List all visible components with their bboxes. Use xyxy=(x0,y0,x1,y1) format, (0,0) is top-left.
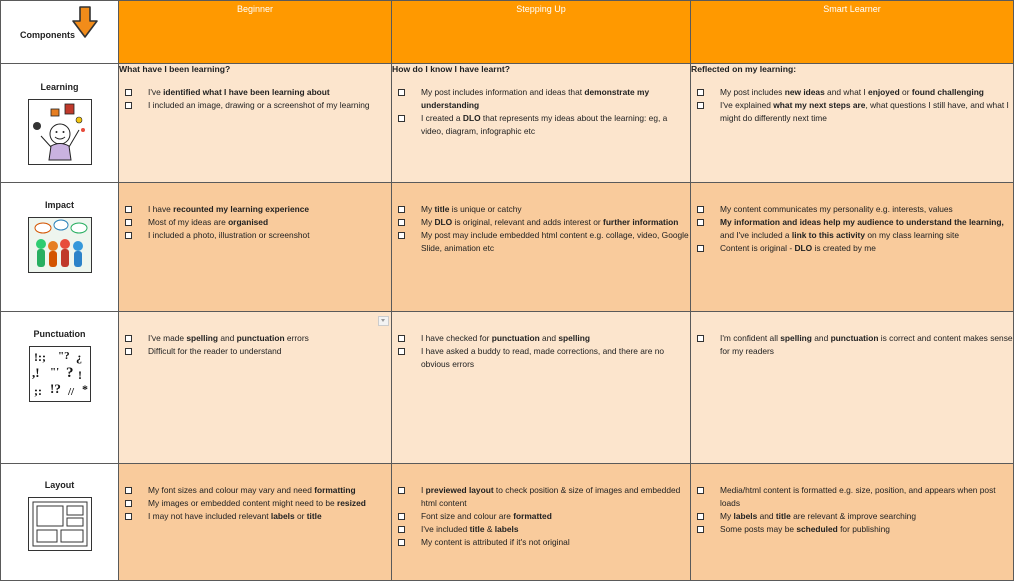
cell-layout-beginner xyxy=(119,464,392,581)
cell-learning-stepping-up xyxy=(392,64,691,183)
item-text: I've explained xyxy=(720,100,774,110)
cell-learning-beginner xyxy=(119,64,392,183)
item-text: My xyxy=(421,204,435,214)
component-name: Learning xyxy=(40,82,79,92)
emphasis-text: spelling xyxy=(780,333,812,343)
item-text: Media/html content is formatted e.g. size, position, and appears when post loads xyxy=(720,485,996,508)
component-cell-layout xyxy=(1,464,119,581)
item-text: I included an image, drawing or a screenshot of my learning xyxy=(148,100,370,110)
cell-punctuation-stepping-up xyxy=(392,312,691,464)
cell-impact-stepping-up xyxy=(392,183,691,312)
item-text: and xyxy=(539,333,559,343)
item-text: I included a photo, illustration or screenshot xyxy=(148,230,310,240)
item-text: My font sizes and colour may vary and need xyxy=(148,485,315,495)
item-text: is unique or catchy xyxy=(449,204,522,214)
emphasis-text: labels xyxy=(733,511,758,521)
checklist-item xyxy=(398,112,690,138)
item-text: or xyxy=(294,511,307,521)
cell-intro: Reflected on my learning: xyxy=(691,64,797,74)
item-text: I may not have included relevant xyxy=(148,511,271,521)
item-text: or xyxy=(899,87,912,97)
item-text: on my class learning site xyxy=(865,230,960,240)
punctuation-illustration xyxy=(29,346,91,402)
components-header xyxy=(1,1,119,64)
item-text: is original, relevant and adds interest or xyxy=(452,217,604,227)
emphasis-text: identified what I have been learning about xyxy=(163,87,330,97)
emphasis-text: punctuation xyxy=(491,333,540,343)
cell-intro: How do I know I have learnt? xyxy=(392,64,510,74)
item-text: Font size and colour are xyxy=(421,511,514,521)
emphasis-text: My information and ideas help my audience to understand the learning, xyxy=(720,217,1004,227)
checklist-item xyxy=(697,523,1013,536)
checklist xyxy=(392,203,690,255)
checklist xyxy=(119,332,391,358)
row-layout xyxy=(1,464,1014,581)
checklist-item xyxy=(125,86,391,99)
item-text: Some posts may be xyxy=(720,524,797,534)
cell-punctuation-smart-learner xyxy=(691,312,1014,464)
item-text: My post may include embedded html content e.g. collage, video, Google Slide, animation etc xyxy=(421,230,689,253)
svg-text:*: * xyxy=(81,382,88,396)
emphasis-text: title xyxy=(469,524,485,534)
dropdown-arrow-icon[interactable] xyxy=(378,316,389,326)
checklist-item xyxy=(125,99,391,112)
checklist-item xyxy=(125,510,391,523)
checklist-item xyxy=(398,332,690,345)
emphasis-text: spelling xyxy=(558,333,590,343)
emphasis-text: DLO xyxy=(794,243,813,253)
checklist-item xyxy=(398,216,690,229)
checklist-item xyxy=(398,484,690,510)
svg-text:,!: ,! xyxy=(31,365,40,380)
checklist-item xyxy=(398,203,690,216)
item-text: , what questions I still have, and what I might do differently next time xyxy=(720,100,1009,123)
checklist-item xyxy=(125,216,391,229)
header-row xyxy=(1,1,1014,64)
svg-text://: // xyxy=(67,386,74,398)
checklist xyxy=(119,203,391,242)
checklist-item xyxy=(125,203,391,216)
item-text: I xyxy=(421,485,426,495)
svg-text:"': "' xyxy=(49,366,59,378)
item-text: that represents my ideas about the learning: eg, a video, diagram, infographic etc xyxy=(421,113,668,136)
checklist xyxy=(392,86,690,138)
item-text: errors xyxy=(284,333,309,343)
emphasis-text: found challenging xyxy=(911,87,984,97)
emphasis-text: DLO xyxy=(434,217,453,227)
component-cell-impact xyxy=(1,183,119,312)
checklist xyxy=(392,484,690,549)
cell-layout-stepping-up xyxy=(392,464,691,581)
item-text: My content is attributed if it's not original xyxy=(421,537,570,547)
emphasis-text: enjoyed xyxy=(868,87,900,97)
component-name: Layout xyxy=(44,480,75,490)
level-header-beginner: Beginner xyxy=(119,1,392,64)
checklist-item xyxy=(398,229,690,255)
checklist-item xyxy=(697,484,1013,510)
item-text: Difficult for the reader to understand xyxy=(148,346,282,356)
emphasis-text: recounted my learning experience xyxy=(173,204,310,214)
svg-text:?: ? xyxy=(65,365,73,381)
emphasis-text: scheduled xyxy=(796,524,838,534)
item-text: & xyxy=(484,524,495,534)
item-text: I created a xyxy=(421,113,463,123)
item-text: My images or embedded content might need to be xyxy=(148,498,338,508)
component-cell-learning xyxy=(1,64,119,183)
svg-text:;:: ;: xyxy=(33,384,42,398)
impact-illustration xyxy=(28,217,92,273)
item-text: I've included xyxy=(421,524,470,534)
item-text: My post includes xyxy=(720,87,785,97)
item-text: and I've included a xyxy=(720,230,792,240)
item-text: I've made xyxy=(148,333,187,343)
emphasis-text: demonstrate my understanding xyxy=(421,87,650,110)
level-header-stepping-up: Stepping Up xyxy=(392,1,691,64)
cell-impact-smart-learner xyxy=(691,183,1014,312)
emphasis-text: labels xyxy=(270,511,295,521)
item-text: and xyxy=(757,511,776,521)
emphasis-text: title xyxy=(306,511,322,521)
row-impact xyxy=(1,183,1014,312)
checklist-item xyxy=(697,86,1013,99)
emphasis-text: title xyxy=(434,204,450,214)
item-text: My xyxy=(421,217,435,227)
level-header-smart-learner: Smart Learner xyxy=(691,1,1014,64)
item-text: I'm confident all xyxy=(720,333,781,343)
checklist-item xyxy=(697,203,1013,216)
cell-intro: What have I been learning? xyxy=(119,64,231,74)
checklist xyxy=(691,484,1013,536)
checklist-item xyxy=(398,536,690,549)
checklist xyxy=(691,203,1013,255)
emphasis-text: labels xyxy=(494,524,519,534)
cell-learning-smart-learner xyxy=(691,64,1014,183)
checklist-item xyxy=(125,345,391,358)
item-text: to check position & size of images and embedded html content xyxy=(421,485,681,508)
checklist-item xyxy=(398,86,690,112)
item-text: Most of my ideas are xyxy=(148,217,229,227)
checklist xyxy=(691,86,1013,125)
checklist xyxy=(119,484,391,523)
checklist-item xyxy=(125,229,391,242)
item-text: is correct and content makes sense for my readers xyxy=(720,333,1013,356)
checklist-item xyxy=(697,242,1013,255)
components-label: Components xyxy=(20,30,75,40)
component-cell-punctuation xyxy=(1,312,119,464)
emphasis-text: DLO xyxy=(462,113,481,123)
checklist xyxy=(691,332,1013,358)
item-text: and xyxy=(811,333,831,343)
learning-illustration xyxy=(28,99,92,165)
checklist-item xyxy=(697,510,1013,523)
emphasis-text: formatted xyxy=(513,511,552,521)
cell-impact-beginner xyxy=(119,183,392,312)
svg-text:!?: !? xyxy=(49,381,61,396)
emphasis-text: previewed layout xyxy=(425,485,494,495)
row-learning xyxy=(1,64,1014,183)
arrow-down-icon xyxy=(71,5,99,39)
checklist-item xyxy=(125,332,391,345)
emphasis-text: link to this activity xyxy=(791,230,865,240)
svg-text:!:;: !:; xyxy=(33,350,46,364)
svg-text:"?: "? xyxy=(57,350,70,362)
checklist-item xyxy=(125,497,391,510)
checklist xyxy=(119,86,391,112)
item-text: are relevant & improve searching xyxy=(790,511,917,521)
emphasis-text: formatting xyxy=(314,485,356,495)
item-text: I have xyxy=(148,204,174,214)
item-text: My xyxy=(720,511,734,521)
component-name: Punctuation xyxy=(33,329,86,339)
checklist-item xyxy=(697,216,1013,242)
item-text: My content communicates my personality e.g. interests, values xyxy=(720,204,953,214)
item-text: I've xyxy=(148,87,164,97)
row-punctuation xyxy=(1,312,1014,464)
checklist-item xyxy=(398,510,690,523)
cell-punctuation-beginner xyxy=(119,312,392,464)
emphasis-text: further information xyxy=(603,217,679,227)
item-text: Content is original - xyxy=(720,243,795,253)
emphasis-text: punctuation xyxy=(830,333,879,343)
item-text: for publishing xyxy=(837,524,890,534)
item-text: and xyxy=(218,333,237,343)
item-text: My post includes information and ideas that xyxy=(421,87,585,97)
component-name: Impact xyxy=(44,200,74,210)
emphasis-text: organised xyxy=(228,217,269,227)
checklist-item xyxy=(697,99,1013,125)
emphasis-text: title xyxy=(775,511,791,521)
checklist-item xyxy=(697,332,1013,358)
emphasis-text: new ideas xyxy=(784,87,825,97)
item-text: I have asked a buddy to read, made corrections, and there are no obvious errors xyxy=(421,346,665,369)
emphasis-text: spelling xyxy=(186,333,219,343)
item-text: and what I xyxy=(824,87,869,97)
svg-text:¿: ¿ xyxy=(75,350,82,364)
checklist xyxy=(392,332,690,371)
item-text: is created by me xyxy=(812,243,876,253)
svg-text:!: ! xyxy=(77,368,82,382)
emphasis-text: resized xyxy=(337,498,366,508)
checklist-item xyxy=(125,484,391,497)
checklist-item xyxy=(398,523,690,536)
cell-layout-smart-learner xyxy=(691,464,1014,581)
checklist-item xyxy=(398,345,690,371)
emphasis-text: what my next steps are xyxy=(773,100,866,110)
layout-illustration xyxy=(28,497,92,551)
item-text: I have checked for xyxy=(421,333,492,343)
emphasis-text: punctuation xyxy=(236,333,285,343)
